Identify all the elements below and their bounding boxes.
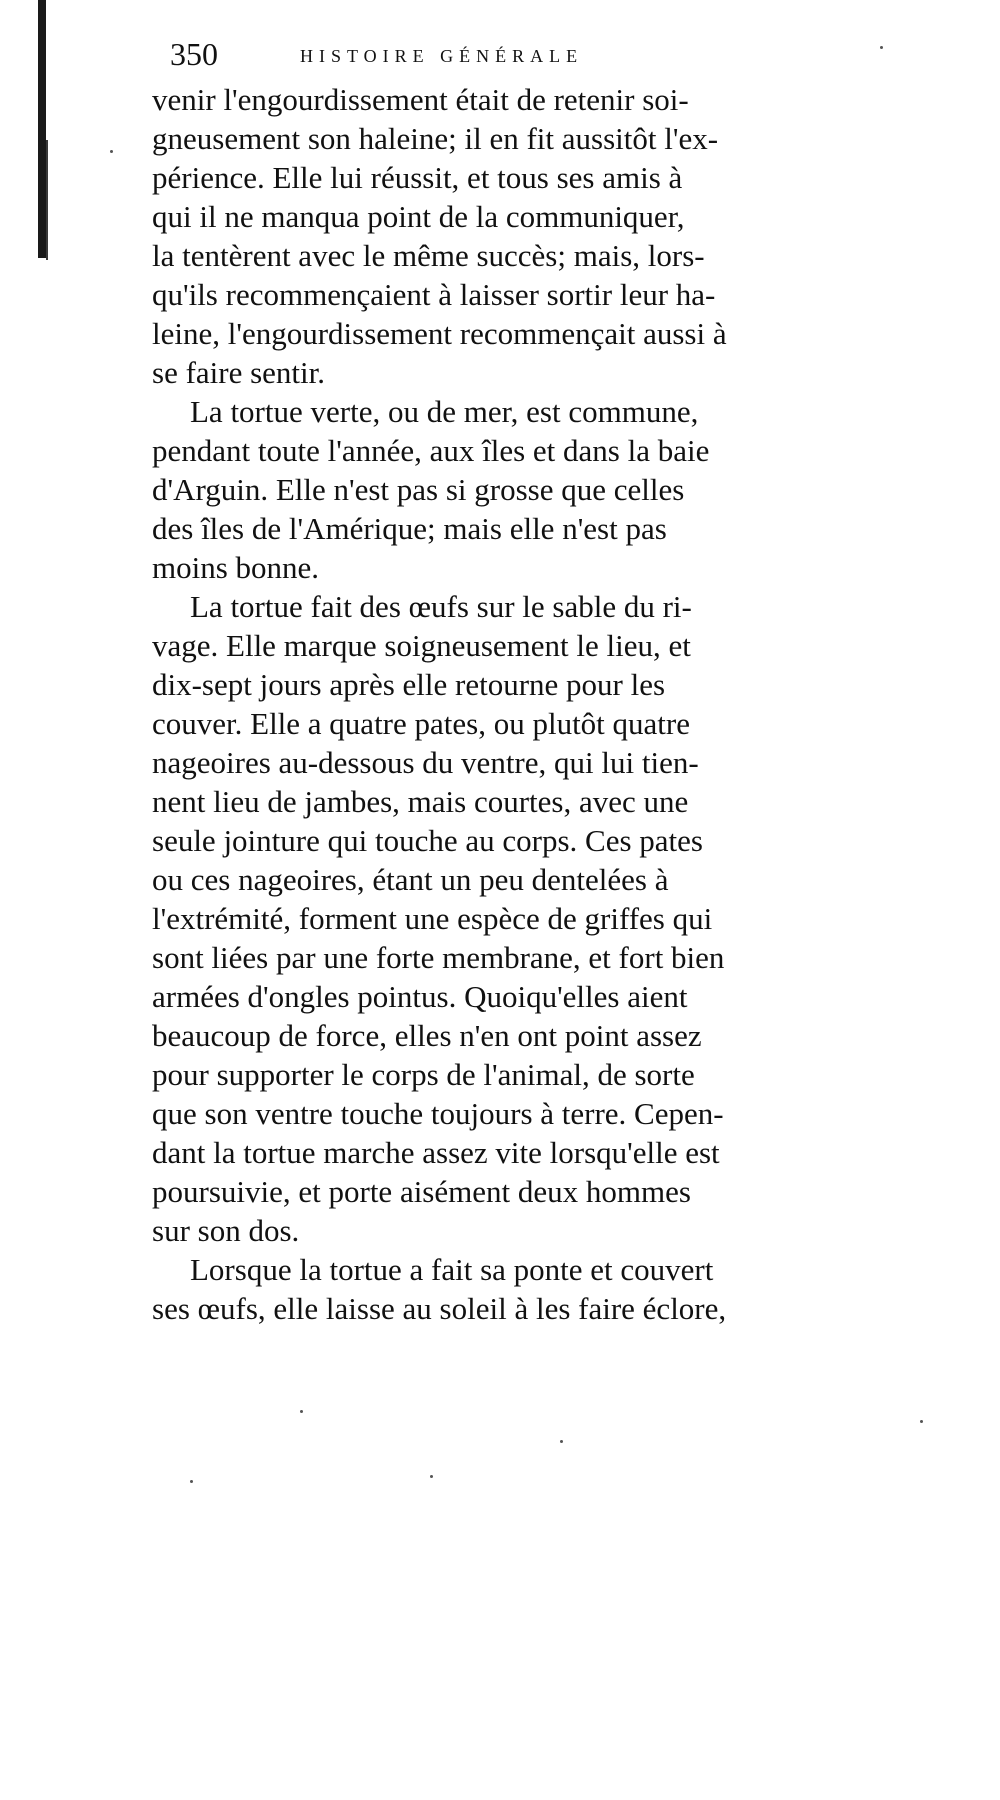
scan-speck	[880, 46, 883, 49]
text-line: beaucoup de force, elles n'en ont point assez	[152, 1018, 702, 1053]
text-line: des îles de l'Amérique; mais elle n'est pas	[152, 511, 667, 546]
paragraph	[152, 587, 898, 1250]
page-binding-shadow	[46, 140, 48, 260]
running-title: HISTOIRE GÉNÉRALE	[300, 46, 584, 66]
scan-speck	[300, 1410, 303, 1413]
text-line: l'extrémité, forment une espèce de griffes qui	[152, 901, 713, 936]
text-line: poursuivie, et porte aisément deux hommes	[152, 1174, 691, 1209]
text-line: nent lieu de jambes, mais courtes, avec une	[152, 784, 689, 819]
text-line: La tortue fait des œufs sur le sable du ri-	[190, 589, 692, 624]
paragraph	[152, 1250, 898, 1328]
text-line: seule jointure qui touche au corps. Ces pates	[152, 823, 703, 858]
text-line: sur son dos.	[152, 1213, 300, 1248]
text-line: sont liées par une forte membrane, et fort bien	[152, 940, 725, 975]
scan-speck	[190, 1480, 193, 1483]
text-line: ses œufs, elle laisse au soleil à les faire éclore,	[152, 1291, 727, 1326]
text-line: Lorsque la tortue a fait sa ponte et couvert	[190, 1252, 714, 1287]
text-line: dix-sept jours après elle retourne pour les	[152, 667, 666, 702]
text-line: leine, l'engourdissement recommençait aussi à	[152, 316, 727, 351]
text-line: vage. Elle marque soigneusement le lieu, et	[152, 628, 691, 663]
text-line: périence. Elle lui réussit, et tous ses amis à	[152, 160, 683, 195]
page-binding-edge	[38, 0, 46, 258]
text-line: couver. Elle a quatre pates, ou plutôt quatre	[152, 706, 691, 741]
text-line: d'Arguin. Elle n'est pas si grosse que celles	[152, 472, 685, 507]
text-line: pendant toute l'année, aux îles et dans la baie	[152, 433, 710, 468]
body-text	[152, 80, 898, 1328]
scan-speck	[110, 150, 113, 153]
text-line: dant la tortue marche assez vite lorsqu'elle est	[152, 1135, 720, 1170]
text-line: la tentèrent avec le même succès; mais, lors-	[152, 238, 705, 273]
page-number: 350	[170, 36, 218, 72]
scan-speck	[920, 1420, 923, 1423]
scan-speck	[560, 1440, 563, 1443]
paragraph	[152, 80, 898, 392]
text-line: venir l'engourdissement était de retenir soi-	[152, 82, 689, 117]
text-line: armées d'ongles pointus. Quoiqu'elles aient	[152, 979, 688, 1014]
text-line: pour supporter le corps de l'animal, de sorte	[152, 1057, 695, 1092]
text-line: qui il ne manqua point de la communiquer,	[152, 199, 685, 234]
scan-speck	[430, 1475, 433, 1478]
text-line: La tortue verte, ou de mer, est commune,	[190, 394, 699, 429]
text-line: moins bonne.	[152, 550, 320, 585]
text-line: ou ces nageoires, étant un peu dentelées à	[152, 862, 669, 897]
text-line: se faire sentir.	[152, 355, 326, 390]
running-head	[170, 36, 770, 76]
text-line: nageoires au-dessous du ventre, qui lui tien-	[152, 745, 699, 780]
text-line: que son ventre touche toujours à terre. Cepen-	[152, 1096, 724, 1131]
text-line: gneusement son haleine; il en fit aussitôt l'ex-	[152, 121, 719, 156]
paragraph	[152, 392, 898, 587]
text-line: qu'ils recommençaient à laisser sortir leur ha-	[152, 277, 716, 312]
